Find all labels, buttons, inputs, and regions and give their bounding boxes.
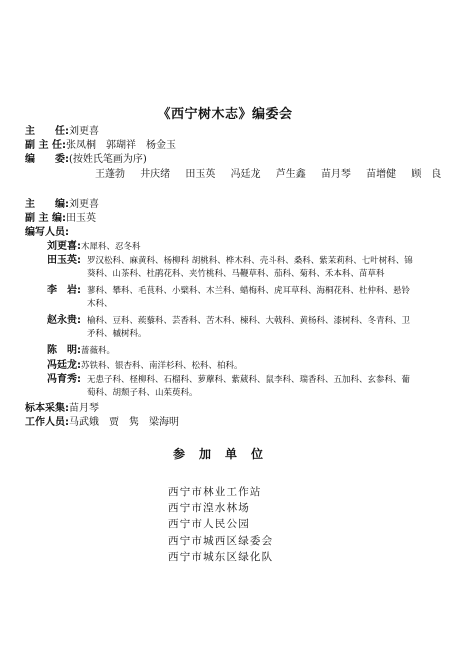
member-name: 苗增健 bbox=[366, 169, 397, 180]
chief-editor-row bbox=[25, 199, 99, 211]
member-name: 田玉英 bbox=[185, 169, 216, 180]
writer-entry bbox=[47, 374, 415, 400]
writer-families: 无患子科、柽柳科、石榴科、萝藦科、紫葳科、鼠李科、瑞香科、五加科、玄参科、葡萄科、胡颓子科、山茱萸科。 bbox=[87, 375, 411, 398]
writer-families: 苏铁科、银杏科、南洋杉科、松科、柏科。 bbox=[81, 361, 243, 371]
writer-name: 李 岩: bbox=[47, 285, 81, 296]
unit-item: 西宁市城东区绿化队 bbox=[168, 550, 274, 563]
writer-entry bbox=[47, 255, 415, 281]
writer-families: 榆科、豆科、蒺藜科、芸香科、苦木科、楝科、大戟科、黄杨科、漆树科、冬青科、卫矛科、槭树科。 bbox=[87, 316, 411, 339]
staff-label: 工作人员: bbox=[25, 417, 69, 428]
member-name: 王蓬勃 bbox=[95, 169, 125, 180]
writer-families: 罗汉松科、麻黄科、杨柳科 胡桃科、桦木科、壳斗科、桑科、紫茉莉科、七叶树科、锦葵科、山茶科、杜鹃花科、夹竹桃科、马鞭草科、茄科、菊科、禾本科、苗草科 bbox=[87, 256, 413, 279]
writer-entry bbox=[47, 241, 141, 254]
chief-editor-label: 主 编: bbox=[25, 199, 69, 210]
deputy-director-label: 副 主 任: bbox=[25, 140, 66, 151]
director-value: 刘更喜 bbox=[69, 126, 99, 137]
writer-families: 蓼科、攀科、毛茛科、小檗科、木兰科、蜡梅科、虎耳草科、海桐花科、杜仲科、悬铃木科、 bbox=[87, 286, 411, 309]
writers-label: 编写人员: bbox=[25, 227, 69, 238]
page-title: 《西宁树木志》编委会 bbox=[157, 107, 293, 122]
member-name: 井庆绪 bbox=[140, 169, 171, 180]
deputy-editor-row bbox=[25, 213, 96, 225]
writer-entry bbox=[47, 345, 115, 358]
writer-name: 冯育秀: bbox=[47, 374, 81, 385]
writer-families: 蔷薇科。 bbox=[81, 346, 116, 356]
writer-entry bbox=[47, 285, 415, 311]
unit-item: 西宁市城西区绿委会 bbox=[168, 534, 274, 547]
participating-units-heading: 参加单位 bbox=[172, 447, 277, 461]
director-label: 主 任: bbox=[25, 126, 69, 137]
writer-name: 陈 明: bbox=[47, 345, 81, 356]
writer-name: 田玉英: bbox=[47, 255, 81, 266]
members-label: 编 委: bbox=[25, 154, 69, 165]
staff-value: 马武娥 贾 隽 梁海明 bbox=[69, 417, 179, 428]
deputy-director-value: 张凤桐 郭瑚祥 杨金玉 bbox=[65, 140, 176, 151]
writer-name: 冯廷龙: bbox=[47, 360, 81, 371]
participating-units-list bbox=[168, 484, 308, 565]
members-row bbox=[25, 154, 147, 166]
member-name: 冯廷龙 bbox=[230, 169, 261, 180]
writer-name: 赵永贵: bbox=[47, 315, 81, 326]
member-name: 顾 良 bbox=[411, 169, 442, 180]
deputy-director-row bbox=[25, 140, 176, 152]
members-names bbox=[95, 169, 450, 181]
writer-families: 木犀科、忍冬科 bbox=[81, 242, 141, 252]
unit-item: 西宁市人民公园 bbox=[168, 518, 250, 531]
writer-entry bbox=[47, 360, 243, 373]
chief-editor-value: 刘更喜 bbox=[69, 199, 99, 210]
writer-name: 刘更喜: bbox=[47, 241, 81, 252]
specimen-value: 苗月琴 bbox=[69, 403, 99, 414]
writer-entry bbox=[47, 315, 415, 341]
member-name: 苗月琴 bbox=[320, 169, 351, 180]
member-name: 芦生鑫 bbox=[275, 169, 306, 180]
director-row bbox=[25, 126, 99, 138]
deputy-editor-label: 副 主 编: bbox=[25, 213, 66, 224]
members-note: (按姓氏笔画为序) bbox=[69, 154, 147, 165]
specimen-label: 标本采集: bbox=[25, 403, 69, 414]
specimen-row bbox=[25, 403, 99, 415]
deputy-editor-value: 田玉英 bbox=[65, 213, 96, 224]
unit-item: 西宁市林业工作站 bbox=[168, 486, 262, 498]
unit-item: 西宁市湟水林场 bbox=[168, 502, 250, 515]
staff-row bbox=[25, 417, 179, 429]
